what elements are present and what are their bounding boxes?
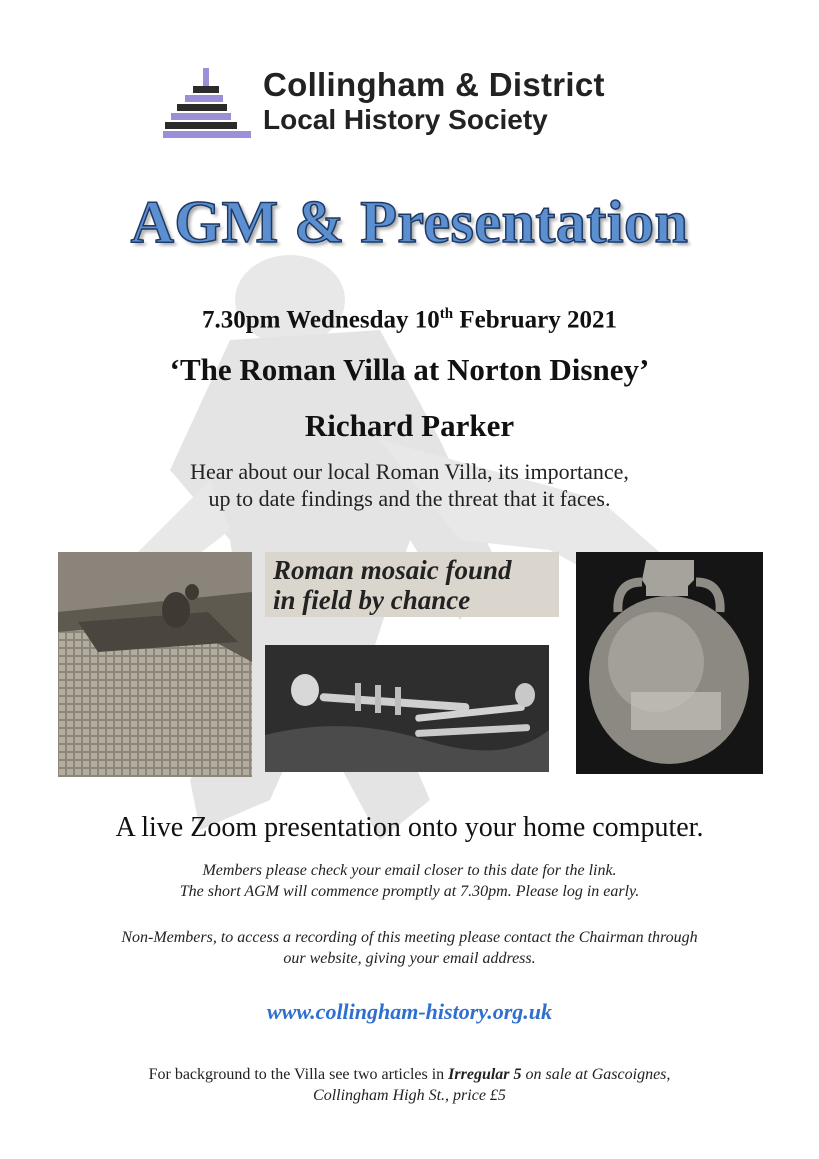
background-note-line-2: Collingham High St., price £5 [313,1087,506,1104]
newspaper-headline-clipping [265,552,559,617]
amphora-photo [576,552,763,774]
talk-title: ‘The Roman Villa at Norton Disney’ [169,352,650,387]
newspaper-headline-line-2: in field by chance [273,585,471,615]
mosaic-excavation-photo [58,552,252,777]
zoom-presentation-line: A live Zoom presentation onto your home computer. [115,812,704,843]
date-ordinal: th [439,306,454,322]
background-note-line-1 [0,1064,819,1085]
mosaic-excavation-image [58,552,252,777]
amphora-image [576,552,763,774]
logo-title-line1: Collingham & District [263,66,605,103]
event-month-year: February 2021 [459,306,617,334]
speaker-name: Richard Parker [304,408,515,443]
members-note-line-2: The short AGM will commence promptly at 7.30pm. Please log in early. [179,883,640,900]
background-suffix: on sale at Gascoignes, [521,1066,671,1083]
newspaper-headline-line-1: Roman mosaic found [273,555,512,585]
logo-title-line2: Local History Society [263,104,548,135]
event-datetime [0,306,819,334]
website-link[interactable]: www.collingham-history.org.uk [266,999,553,1024]
non-members-note-line-1: Non-Members, to access a recording of this meeting please contact the Chairman through [121,929,698,946]
description-line-2: up to date findings and the threat that it faces. [208,486,611,511]
members-note-line-1: Members please check your email closer to this date for the link. [202,862,617,879]
non-members-note [0,927,819,969]
non-members-note-line-2: our website, giving your email address. [283,950,536,967]
skeleton-burial-photo [265,645,549,772]
background-prefix: For background to the Villa see two articles in [148,1066,449,1083]
talk-description [0,458,819,512]
background-reading-note [0,1064,819,1106]
society-logo [163,64,658,144]
agm-headline: AGM & Presentation [130,189,689,255]
description-line-1: Hear about our local Roman Villa, its importance, [190,459,629,484]
members-note [0,860,819,902]
stepped-pyramid-logo-icon [163,68,255,140]
event-time-day: 7.30pm Wednesday 10 [202,306,440,334]
publication-name: Irregular 5 [448,1066,522,1083]
skeleton-image [265,645,549,772]
